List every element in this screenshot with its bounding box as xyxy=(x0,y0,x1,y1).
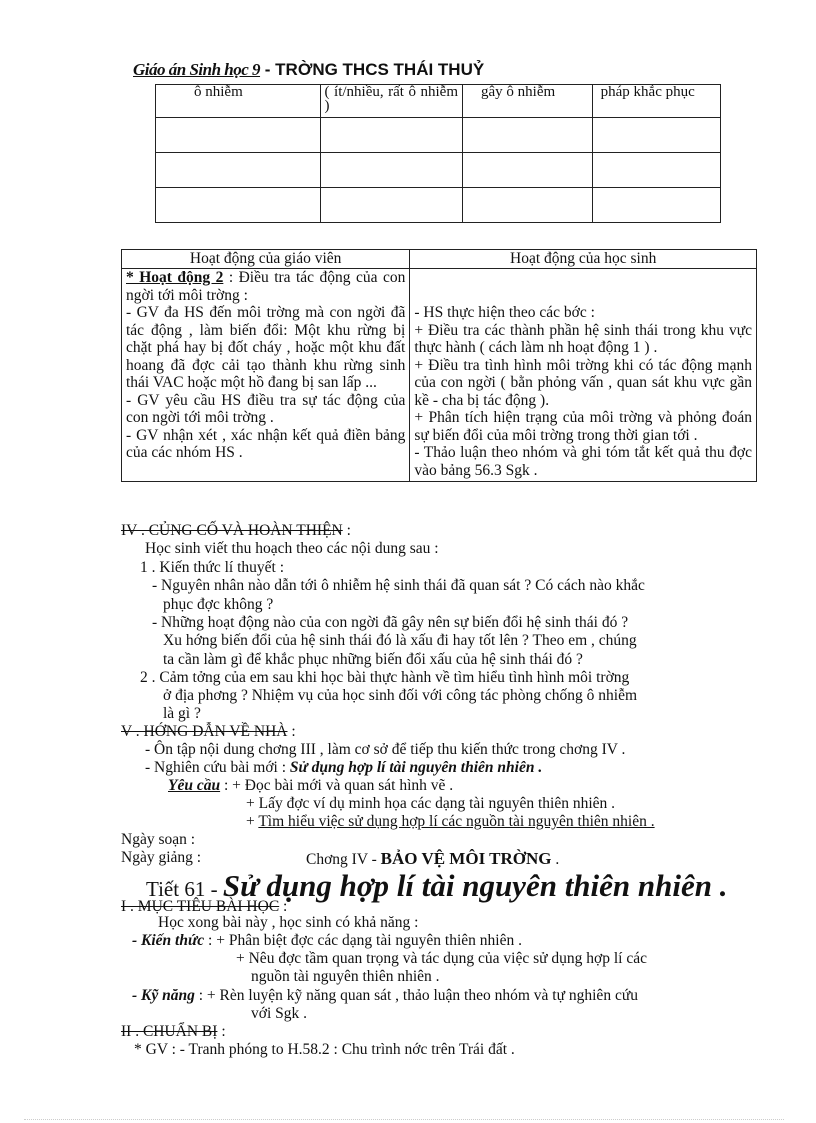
section-2-line: * GV : - Tranh phóng to H.58.2 : Chu trình nớc trên Trái đất . xyxy=(134,1041,515,1058)
section-4-intro: Học sinh viết thu hoạch theo các nội dung sau : xyxy=(145,540,439,557)
knowledge-line: + Nêu đợc tầm quan trọng và tác dụng của việc sử dụng hợp lí các xyxy=(236,950,648,967)
table-cell: gây ô nhiễm xyxy=(463,85,593,118)
knowledge-line: - Kiến thức : + Phân biệt đợc các dạng tài nguyên thiên nhiên . xyxy=(132,932,522,949)
table-cell xyxy=(463,153,593,188)
section-4-bullet: Xu hớng biến đổi của hệ sinh thái đó là xấu đi hay tốt lên ? Theo em , chúng xyxy=(163,632,637,649)
table-cell: pháp khắc phục xyxy=(592,85,720,118)
section-4-title: IV . CỦNG CỐ VÀ HOÀN THIỆN : xyxy=(121,522,351,539)
header-subject: Giáo án Sinh học 9 xyxy=(133,60,261,79)
section-4-bullet: ta cần làm gì để khắc phục những biến đổi xấu của hệ sinh thái đó ? xyxy=(163,651,583,668)
table-cell xyxy=(592,188,720,223)
section-1-intro: Học xong bài này , học sinh có khả năng : xyxy=(158,914,419,931)
table-cell xyxy=(156,118,321,153)
table-row xyxy=(156,153,721,188)
student-cell xyxy=(410,269,757,482)
section-4-item-2: là gì ? xyxy=(163,705,201,722)
section-4-bullet: - Những hoạt động nào của con ngời đã gây nên sự biến đổi hệ sinh thái đó ? xyxy=(152,614,629,631)
student-line: - HS thực hiện theo các bớc : xyxy=(414,304,595,321)
skills-line: với Sgk . xyxy=(251,1005,307,1022)
teacher-cell xyxy=(122,269,410,482)
requirements-line: Yêu cầu : + Đọc bài mới và quan sát hình vẽ . xyxy=(168,777,454,794)
requirements-label: Yêu cầu xyxy=(168,777,221,794)
knowledge-line: nguồn tài nguyên thiên nhiên . xyxy=(251,968,440,985)
page-header xyxy=(133,60,484,80)
section-4-bullet: phục đợc không ? xyxy=(163,596,274,613)
section-5-title: V . HỚNG DẪN VỀ NHÀ : xyxy=(121,723,296,740)
table-cell: ô nhiễm xyxy=(156,85,321,118)
section-4-item-1: 1 . Kiến thức lí thuyết : xyxy=(140,559,285,576)
section-5-line: - Nghiên cứu bài mới : Sử dụng hợp lí tài nguyên thiên nhiên . xyxy=(145,759,543,776)
section-4-bullet: - Nguyên nhân nào dẫn tới ô nhiễm hệ sinh thái đã quan sát ? Có cách nào khắc xyxy=(152,577,645,594)
header-separator: - xyxy=(260,60,276,79)
table-row xyxy=(156,118,721,153)
teacher-line: - GV đa HS đến môi trờng mà con ngời đã tác động , làm biến đổi: Một khu rừng bị chặt phá hay bị đốt cháy , hoặc một khu đất hoang đã đợc cải tạo thành khu rừng sinh thái VAC hoặc một hồ đang bị san lấp ... xyxy=(126,304,406,391)
table-cell xyxy=(592,153,720,188)
table-cell: ( ít/nhiều, rất ô nhiễm ) xyxy=(320,85,463,118)
section-2-title: II . CHUẨN BỊ : xyxy=(121,1023,226,1040)
table-cell xyxy=(156,153,321,188)
section-4-item-2: 2 . Cảm tởng của em sau khi học bài thực hành về tìm hiểu tình hình môi trờng xyxy=(140,669,630,686)
date-taught: Ngày giảng : xyxy=(121,849,202,866)
page-bottom-border xyxy=(24,1119,784,1120)
chapter-title: Chơng IV - BẢO VỆ MÔI TRỜNG . xyxy=(306,849,560,868)
header-school: TRỜNG THCS THÁI THUỶ xyxy=(275,60,485,79)
table-cell xyxy=(320,188,463,223)
table-row xyxy=(156,85,721,118)
header-student: Hoạt động của học sinh xyxy=(410,250,757,269)
student-line: - Thảo luận theo nhóm và ghi tóm tắt kết quả thu đợc vào bảng 56.3 Sgk . xyxy=(414,444,752,479)
requirements-line: + Tìm hiểu việc sử dụng hợp lí các nguồn tài nguyên thiên nhiên . xyxy=(246,813,655,830)
header-teacher: Hoạt động của giáo viên xyxy=(122,250,410,269)
skills-label: - Kỹ năng xyxy=(132,987,195,1004)
student-line: + Điều tra tình hình môi trờng khi có tác động mạnh của con ngời ( bằn phỏng vấn , quan sát khu vực gần kề - cha bị tác động ). xyxy=(414,356,752,409)
section-5-line: - Ôn tập nội dung chơng III , làm cơ sở để tiếp thu kiến thức trong chơng IV . xyxy=(145,741,626,758)
activity-title-rest: : Điều tra tác động của con ngời tới môi trờng : xyxy=(126,269,406,304)
requirements-line: + Lấy đợc ví dụ minh họa các dạng tài nguyên thiên nhiên . xyxy=(246,795,616,812)
table-cell xyxy=(463,188,593,223)
section-4-item-2: ở địa phơng ? Nhiệm vụ của học sinh đối với công tác phòng chống ô nhiễm xyxy=(163,687,637,704)
table-cell xyxy=(156,188,321,223)
table-cell xyxy=(320,153,463,188)
activity-heading xyxy=(126,269,405,304)
activity-table xyxy=(121,249,757,482)
table-row xyxy=(156,188,721,223)
skills-line: - Kỹ năng : + Rèn luyện kỹ năng quan sát , thảo luận theo nhóm và tự nghiên cứu xyxy=(132,987,638,1004)
table-cell xyxy=(592,118,720,153)
table-row xyxy=(122,250,757,269)
student-line: + Điều tra các thành phần hệ sinh thái trong khu vực thực hành ( cách làm nh hoạt động 1 ) . xyxy=(414,321,752,356)
teacher-line: - GV nhận xét , xác nhận kết quả điền bảng của các nhóm HS . xyxy=(126,426,406,461)
lesson-title: Tiết 61 - Sử dụng hợp lí tài nguyên thiên nhiên . xyxy=(146,868,728,903)
knowledge-label: - Kiến thức xyxy=(132,932,205,949)
teacher-line: - GV yêu cầu HS điều tra sự tác động của con ngời tới môi trờng . xyxy=(126,391,406,426)
date-prepared: Ngày soạn : xyxy=(121,831,196,848)
table-row xyxy=(122,269,757,482)
pollution-table xyxy=(155,84,721,223)
table-cell xyxy=(320,118,463,153)
table-cell xyxy=(463,118,593,153)
activity-title: * Hoạt động 2 xyxy=(126,269,224,286)
section-1-title: I . MỤC TIÊU BÀI HỌC : xyxy=(121,898,288,915)
student-line: + Phân tích hiện trạng của môi trờng và phỏng đoán sự biến đổi của môi trờng trong thời gian tới . xyxy=(414,409,752,444)
